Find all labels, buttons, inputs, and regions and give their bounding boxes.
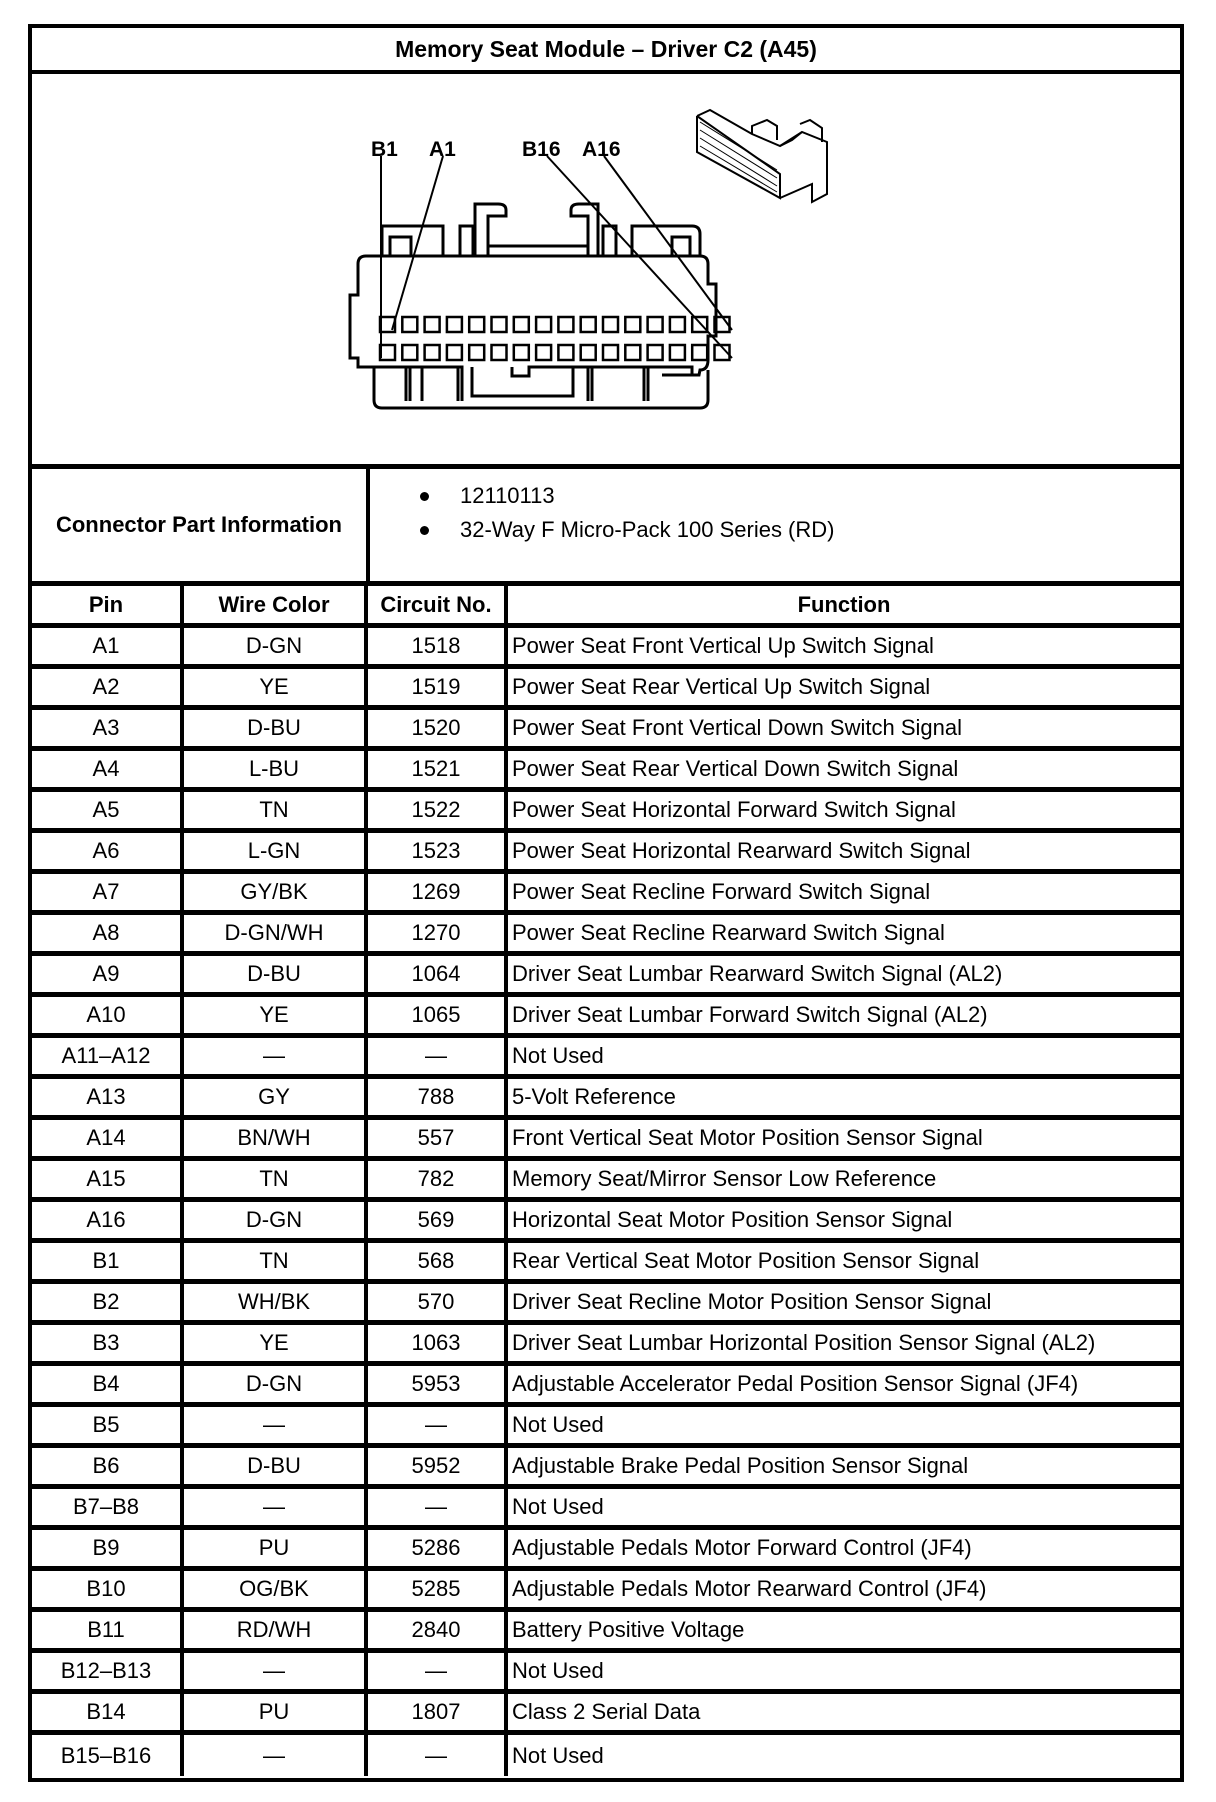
wire-color-cell: RD/WH: [184, 1612, 368, 1648]
circuit-cell: 1523: [368, 833, 508, 869]
table-row: [32, 1284, 1180, 1325]
function-cell: Driver Seat Recline Motor Position Sensor Signal: [512, 1289, 992, 1314]
wire-color-cell: YE: [184, 669, 368, 705]
pin-cell: B12–B13: [32, 1653, 184, 1689]
wire-color-cell: YE: [184, 997, 368, 1033]
function-cell: Not Used: [512, 1742, 604, 1768]
connector-face-icon: [32, 74, 1180, 464]
bullet-icon: [420, 492, 429, 501]
circuit-cell: 1520: [368, 710, 508, 746]
wire-color-cell: WH/BK: [184, 1284, 368, 1320]
circuit-cell: —: [368, 1407, 508, 1443]
table-row: [32, 1694, 1180, 1735]
circuit-cell: 5286: [368, 1530, 508, 1566]
leader-line-a16: [604, 156, 732, 330]
pin-cell: A10: [32, 997, 184, 1033]
table-row: [32, 751, 1180, 792]
wire-color-cell: —: [184, 1653, 368, 1689]
column-header-function: Function: [797, 591, 891, 617]
wire-color-cell: —: [184, 1038, 368, 1074]
table-row: [32, 915, 1180, 956]
pin-cavity-b13: [648, 345, 663, 360]
part-number-item: [370, 479, 1180, 513]
pin-cavity-b11: [603, 345, 618, 360]
pin-cavity-b9: [558, 345, 573, 360]
table-row: [32, 628, 1180, 669]
circuit-cell: 1518: [368, 628, 508, 664]
pin-cell: A6: [32, 833, 184, 869]
circuit-cell: —: [368, 1735, 508, 1776]
circuit-cell: 782: [368, 1161, 508, 1197]
pin-cavity-a11: [603, 317, 618, 332]
circuit-cell: 569: [368, 1202, 508, 1238]
wire-color-cell: —: [184, 1489, 368, 1525]
function-cell: 5-Volt Reference: [512, 1084, 676, 1109]
pin-cell: A5: [32, 792, 184, 828]
pin-label-b16: B16: [522, 138, 561, 161]
function-cell: Rear Vertical Seat Motor Position Sensor Signal: [512, 1248, 980, 1273]
pin-cell: B9: [32, 1530, 184, 1566]
wire-color-cell: TN: [184, 1161, 368, 1197]
circuit-cell: 1521: [368, 751, 508, 787]
column-header-pin: Pin: [32, 586, 184, 623]
table-row: [32, 1571, 1180, 1612]
table-row: [32, 792, 1180, 833]
table-row: [32, 1448, 1180, 1489]
wire-color-cell: D-GN: [184, 1366, 368, 1402]
function-cell: Horizontal Seat Motor Position Sensor Signal: [512, 1207, 953, 1232]
pin-cell: B5: [32, 1407, 184, 1443]
part-number: 12110113: [460, 483, 555, 508]
pin-cell: A13: [32, 1079, 184, 1115]
pin-cell: B11: [32, 1612, 184, 1648]
table-row: [32, 1325, 1180, 1366]
circuit-cell: 1522: [368, 792, 508, 828]
wire-color-cell: YE: [184, 1325, 368, 1361]
table-row: [32, 1407, 1180, 1448]
pin-cavity-a12: [625, 317, 640, 332]
wire-color-cell: L-BU: [184, 751, 368, 787]
pin-cell: A16: [32, 1202, 184, 1238]
pin-cell: B14: [32, 1694, 184, 1730]
pin-cell: B4: [32, 1366, 184, 1402]
pin-cavity-a5: [469, 317, 484, 332]
pinout-table: [32, 586, 1180, 1776]
pin-cavity-a3: [425, 317, 440, 332]
wire-color-cell: GY: [184, 1079, 368, 1115]
pin-cell: B7–B8: [32, 1489, 184, 1525]
pin-cell: A2: [32, 669, 184, 705]
table-row: [32, 1243, 1180, 1284]
pin-cavity-b10: [581, 345, 596, 360]
circuit-cell: 1270: [368, 915, 508, 951]
pin-cavity-b1: [380, 345, 395, 360]
connector-description-item: [370, 513, 1180, 547]
table-row: [32, 1612, 1180, 1653]
table-row: [32, 956, 1180, 997]
pin-cavity-b14: [670, 345, 685, 360]
circuit-cell: 570: [368, 1284, 508, 1320]
circuit-cell: 568: [368, 1243, 508, 1279]
pin-cavity-b3: [425, 345, 440, 360]
function-cell: Not Used: [512, 1494, 604, 1519]
bullet-icon: [420, 526, 429, 535]
pin-cavity-a9: [558, 317, 573, 332]
circuit-cell: 788: [368, 1079, 508, 1115]
pin-cavity-a10: [581, 317, 596, 332]
pin-cavity-b8: [536, 345, 551, 360]
pin-cell: A11–A12: [32, 1038, 184, 1074]
pin-cavity-a14: [670, 317, 685, 332]
pin-cavity-a6: [492, 317, 507, 332]
connector-description: 32-Way F Micro-Pack 100 Series (RD): [460, 517, 835, 542]
pin-cell: A4: [32, 751, 184, 787]
function-cell: Front Vertical Seat Motor Position Sensor Signal: [512, 1125, 983, 1150]
function-cell: Adjustable Accelerator Pedal Position Sensor Signal (JF4): [512, 1371, 1079, 1396]
pin-cell: A7: [32, 874, 184, 910]
circuit-cell: 557: [368, 1120, 508, 1156]
function-cell: Class 2 Serial Data: [512, 1699, 701, 1724]
table-row: [32, 874, 1180, 915]
pin-cell: A1: [32, 628, 184, 664]
pin-cell: A14: [32, 1120, 184, 1156]
function-cell: Adjustable Brake Pedal Position Sensor Signal: [512, 1453, 969, 1478]
table-row: [32, 1202, 1180, 1243]
function-cell: Not Used: [512, 1658, 604, 1683]
table-row: [32, 1489, 1180, 1530]
function-cell: Driver Seat Lumbar Horizontal Position Sensor Signal (AL2): [512, 1330, 1096, 1355]
circuit-cell: 2840: [368, 1612, 508, 1648]
wire-color-cell: D-BU: [184, 1448, 368, 1484]
function-cell: Adjustable Pedals Motor Forward Control (JF4): [512, 1535, 972, 1560]
function-cell: Power Seat Recline Forward Switch Signal: [512, 879, 931, 904]
connector-isometric-icon: [697, 110, 827, 202]
wire-color-cell: GY/BK: [184, 874, 368, 910]
wire-color-cell: D-BU: [184, 956, 368, 992]
table-row: [32, 1079, 1180, 1120]
function-cell: Power Seat Rear Vertical Up Switch Signal: [512, 674, 931, 699]
connector-part-info-label: Connector Part Information: [32, 469, 370, 581]
function-cell: Power Seat Front Vertical Down Switch Signal: [512, 715, 962, 740]
pin-cavity-b2: [402, 345, 417, 360]
wire-color-cell: BN/WH: [184, 1120, 368, 1156]
wire-color-cell: D-GN: [184, 628, 368, 664]
function-cell: Power Seat Rear Vertical Down Switch Signal: [512, 756, 959, 781]
circuit-cell: 1807: [368, 1694, 508, 1730]
connector-diagram: [32, 74, 1180, 469]
function-cell: Power Seat Horizontal Forward Switch Signal: [512, 797, 956, 822]
pin-cell: A8: [32, 915, 184, 951]
wire-color-cell: —: [184, 1735, 368, 1776]
pin-cavity-a7: [514, 317, 529, 332]
pin-cavity-b7: [514, 345, 529, 360]
wire-color-cell: —: [184, 1407, 368, 1443]
pin-label-b1: B1: [371, 138, 398, 161]
wire-color-cell: D-GN: [184, 1202, 368, 1238]
pin-cavity-a13: [648, 317, 663, 332]
table-row: [32, 833, 1180, 874]
circuit-cell: 1269: [368, 874, 508, 910]
pin-cavity-a2: [402, 317, 417, 332]
table-row: [32, 1161, 1180, 1202]
circuit-cell: 5285: [368, 1571, 508, 1607]
pin-cell: B2: [32, 1284, 184, 1320]
function-cell: Adjustable Pedals Motor Rearward Control (JF4): [512, 1576, 987, 1601]
pin-cell: A15: [32, 1161, 184, 1197]
function-cell: Driver Seat Lumbar Rearward Switch Signal (AL2): [512, 961, 1003, 986]
function-cell: Driver Seat Lumbar Forward Switch Signal (AL2): [512, 1002, 988, 1027]
circuit-cell: —: [368, 1653, 508, 1689]
circuit-cell: 5953: [368, 1366, 508, 1402]
circuit-cell: 5952: [368, 1448, 508, 1484]
pin-cavity-b12: [625, 345, 640, 360]
table-row: [32, 1366, 1180, 1407]
pin-cavity-a4: [447, 317, 462, 332]
pin-cell: B10: [32, 1571, 184, 1607]
table-row: [32, 997, 1180, 1038]
column-header-circuit: Circuit No.: [368, 586, 508, 623]
pin-cavity-a8: [536, 317, 551, 332]
pin-cell: B1: [32, 1243, 184, 1279]
circuit-cell: 1065: [368, 997, 508, 1033]
function-cell: Not Used: [512, 1043, 604, 1068]
wire-color-cell: D-BU: [184, 710, 368, 746]
connector-part-information: [32, 469, 1180, 586]
function-cell: Power Seat Recline Rearward Switch Signal: [512, 920, 945, 945]
circuit-cell: —: [368, 1489, 508, 1525]
pin-grid: [380, 317, 730, 360]
wire-color-cell: L-GN: [184, 833, 368, 869]
wire-color-cell: TN: [184, 792, 368, 828]
wire-color-cell: D-GN/WH: [184, 915, 368, 951]
pin-cell: A9: [32, 956, 184, 992]
pin-cell: B3: [32, 1325, 184, 1361]
wire-color-cell: PU: [184, 1530, 368, 1566]
wire-color-cell: PU: [184, 1694, 368, 1730]
pin-cavity-b5: [469, 345, 484, 360]
circuit-cell: 1063: [368, 1325, 508, 1361]
page-title: Memory Seat Module – Driver C2 (A45): [32, 28, 1180, 74]
pin-cell: B15–B16: [32, 1735, 184, 1776]
wire-color-cell: TN: [184, 1243, 368, 1279]
pin-cavity-b6: [492, 345, 507, 360]
function-cell: Battery Positive Voltage: [512, 1617, 745, 1642]
pin-cell: A3: [32, 710, 184, 746]
table-row: [32, 1530, 1180, 1571]
table-row: [32, 1735, 1180, 1776]
function-cell: Power Seat Horizontal Rearward Switch Signal: [512, 838, 971, 863]
table-header-row: [32, 586, 1180, 628]
pin-cell: B6: [32, 1448, 184, 1484]
function-cell: Power Seat Front Vertical Up Switch Signal: [512, 633, 934, 658]
circuit-cell: 1519: [368, 669, 508, 705]
function-cell: Memory Seat/Mirror Sensor Low Reference: [512, 1166, 937, 1191]
pin-cavity-b15: [692, 345, 707, 360]
pin-label-a1: A1: [429, 138, 456, 161]
table-row: [32, 1038, 1180, 1079]
function-cell: Not Used: [512, 1412, 604, 1437]
table-row: [32, 710, 1180, 751]
connector-part-info-list: [370, 479, 1180, 547]
table-row: [32, 1653, 1180, 1694]
table-row: [32, 1120, 1180, 1161]
circuit-cell: —: [368, 1038, 508, 1074]
leader-line-a1: [392, 156, 443, 330]
table-row: [32, 669, 1180, 710]
connector-table: [28, 24, 1184, 1782]
wire-color-cell: OG/BK: [184, 1571, 368, 1607]
circuit-cell: 1064: [368, 956, 508, 992]
column-header-wire-color: Wire Color: [184, 586, 368, 623]
pin-cavity-b4: [447, 345, 462, 360]
pin-label-a16: A16: [582, 138, 621, 161]
